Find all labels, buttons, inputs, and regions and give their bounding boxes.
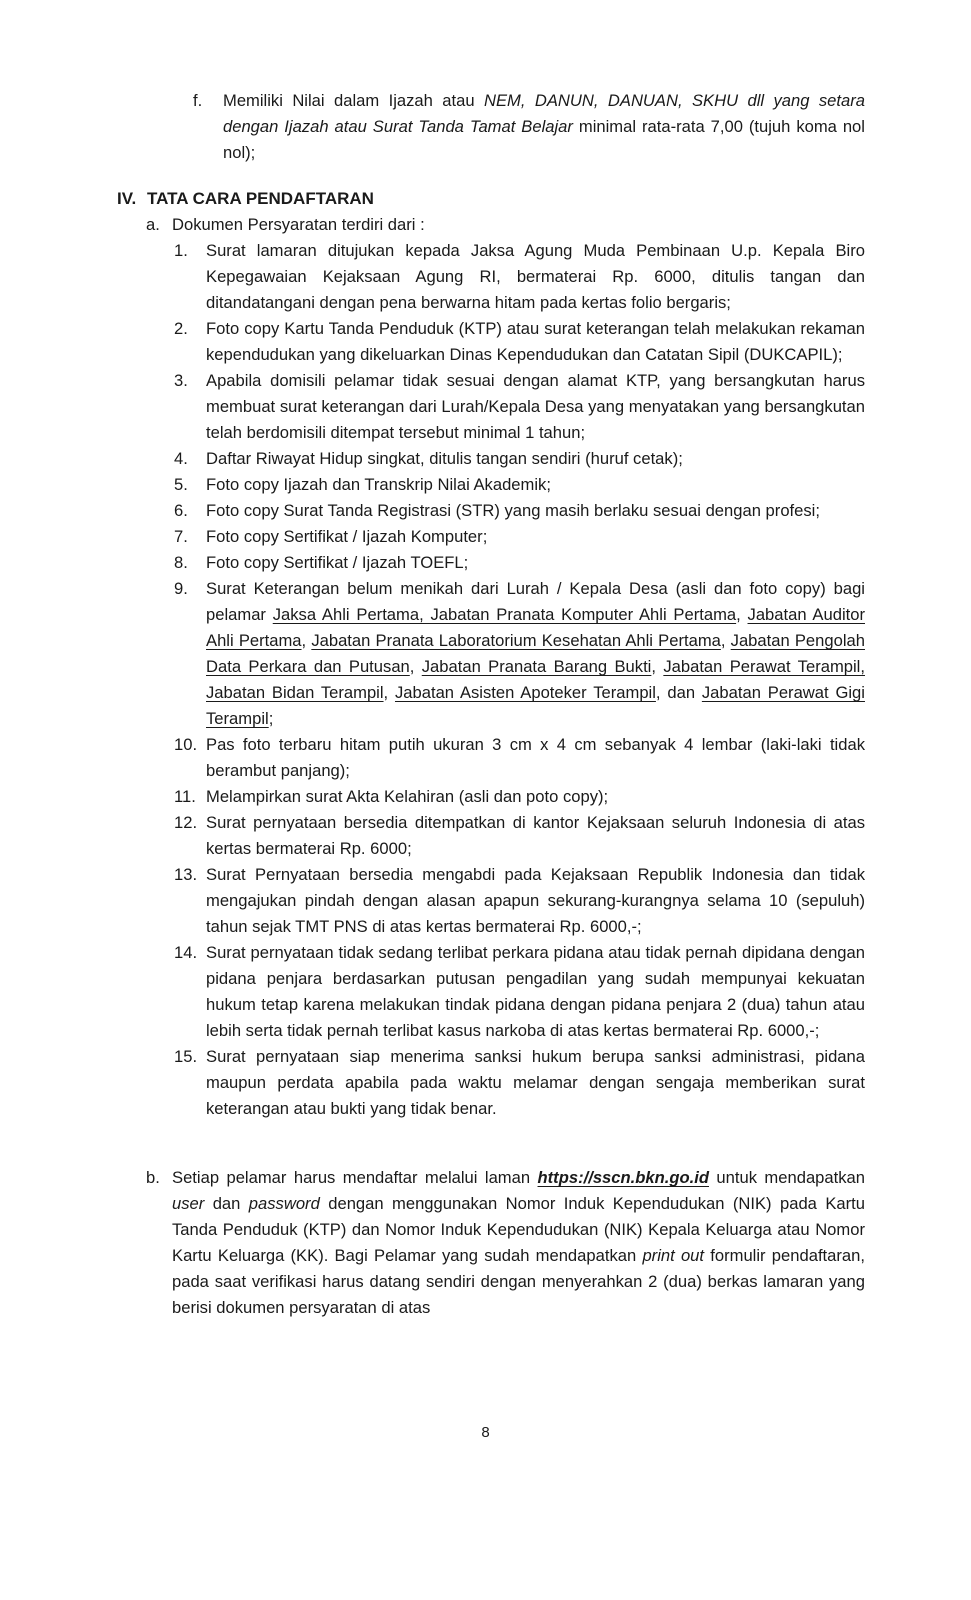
registration-link[interactable]: https://sscn.bkn.go.id [537,1168,709,1187]
text-part: ; [268,709,274,728]
item-text [223,88,865,166]
list-item [174,732,865,784]
underlined-position: Jabatan Auditor Ahli Pertama [206,605,865,650]
document-requirements-list [174,238,865,1122]
list-item [174,524,865,550]
list-number: 9. [174,579,188,598]
page-number: 8 [481,1424,490,1441]
text-part: Surat Keterangan belum menikah dari Lurah / Kepala Desa (asli dan foto copy) bagi pelamar [206,579,865,624]
subsection-a [146,212,425,238]
underlined-position: Jaksa Ahli Pertama, Jabatan Pranata Komputer Ahli Pertama [272,605,737,624]
subsection-text [172,1165,865,1321]
list-text: Surat lamaran ditujukan kepada Jaksa Agung Muda Pembinaan U.p. Kepala Biro Kepegawaian Kejaksaan Agung RI, bermaterai Rp. 6000, ditulis tangan dan ditandatangani dengan pena berwarna hitam pada kertas folio bergaris; [206,241,865,312]
list-text: Foto copy Sertifikat / Ijazah Komputer; [206,527,488,546]
section-number: IV. [117,189,137,208]
list-text: Surat Pernyataan bersedia mengabdi pada Kejaksaan Republik Indonesia dan tidak mengajukan pindah dengan alasan apapun sekurang-kurangnya selama 10 (sepuluh) tahun sejak TMT PNS di atas kertas bermaterai Rp. 6000,-; [206,865,865,936]
list-item [174,576,865,732]
text-part: , [301,631,312,650]
list-item [174,550,865,576]
list-item [174,472,865,498]
subsection-label: a. [146,215,160,234]
list-text: Pas foto terbaru hitam putih ukuran 3 cm x 4 cm sebanyak 4 lembar (laki-laki tidak berambut panjang); [206,735,865,780]
list-number: 14. [174,943,198,962]
list-item [174,810,865,862]
list-text: Foto copy Kartu Tanda Penduduk (KTP) atau surat keterangan telah melakukan rekaman kependudukan yang dikeluarkan Dinas Kependudukan dan Catatan Sipil (DUKCAPIL); [206,319,865,364]
list-number: 1. [174,241,188,260]
list-number: 11. [174,787,196,806]
list-number: 13. [174,865,198,884]
list-text: Foto copy Surat Tanda Registrasi (STR) yang masih berlaku sesuai dengan profesi; [206,501,820,520]
underlined-position: Jabatan Perawat Terampil, Jabatan Bidan Terampil [206,657,865,702]
list-item [174,784,865,810]
list-text: Surat pernyataan tidak sedang terlibat perkara pidana atau tidak pernah dipidana dengan pidana penjara berdasarkan putusan pengadilan yang sudah mempunyai kekuatan hukum tetap karena melakukan tindak pidana dengan pidana penjara 2 (dua) tahun atau lebih serta tidak pernah terlibat kasus narkoba di atas kertas bermaterai Rp. 6000,-; [206,943,865,1040]
list-number: 8. [174,553,188,572]
list-item [174,498,865,524]
item-text-part: Memiliki Nilai dalam Ijazah atau [223,91,484,110]
underlined-position: Jabatan Pranata Laboratorium Kesehatan Ahli Pertama [311,631,721,650]
list-item [174,940,865,1044]
list-text: Foto copy Sertifikat / Ijazah TOEFL; [206,553,469,572]
text-part: , dan [655,683,702,702]
text-part: , [409,657,422,676]
text-part: Setiap pelamar harus mendaftar melalui laman [172,1168,538,1187]
text-part: formulir pendaftaran, pada saat verifikasi harus datang sendiri dengan menyerahkan 2 (dua) berkas lamaran yang berisi dokumen persyaratan di atas [172,1246,865,1317]
list-text: Foto copy Ijazah dan Transkrip Nilai Akademik; [206,475,551,494]
list-text [206,576,865,732]
section-heading [117,186,374,212]
section-title: TATA CARA PENDAFTARAN [147,189,374,208]
list-number: 5. [174,475,188,494]
list-item [174,446,865,472]
list-item [174,316,865,368]
list-text: Melampirkan surat Akta Kelahiran (asli dan poto copy); [206,787,609,806]
list-text: Apabila domisili pelamar tidak sesuai dengan alamat KTP, yang bersangkutan harus membuat surat keterangan dari Lurah/Kepala Desa yang menyatakan yang bersangkutan telah berdomisili ditempat tersebut minimal 1 tahun; [206,371,865,442]
list-number: 2. [174,319,188,338]
text-part: untuk mendapatkan [709,1168,865,1187]
underlined-position: Jabatan Perawat Gigi Terampil [206,683,865,728]
text-part: , [736,605,748,624]
requirement-item-f [193,88,865,166]
list-number: 10. [174,735,198,754]
item-label: f. [193,91,203,110]
list-number: 3. [174,371,188,390]
text-part: , [720,631,731,650]
list-number: 6. [174,501,188,520]
text-part: dengan menggunakan Nomor Induk Kependudukan (NIK) pada Kartu Tanda Penduduk (KTP) dan Nomor Induk Kependudukan (NIK) Kepala Keluarga atau Nomor Kartu Keluarga (KK). Bagi Pelamar yang sudah mendapatkan [172,1194,865,1265]
list-item [174,368,865,446]
list-text: Daftar Riwayat Hidup singkat, ditulis tangan sendiri (huruf cetak); [206,449,683,468]
text-part: , [383,683,395,702]
item-text-part: minimal rata-rata 7,00 (tujuh koma nol nol); [223,117,865,162]
list-number: 4. [174,449,188,468]
text-part: , [651,657,664,676]
list-number: 7. [174,527,188,546]
subsection-label: b. [146,1168,160,1187]
list-number: 15. [174,1047,198,1066]
list-item [174,1044,865,1122]
list-text: Surat pernyataan bersedia ditempatkan di kantor Kejaksaan seluruh Indonesia di atas kertas bermaterai Rp. 6000; [206,813,865,858]
text-italic: user [172,1194,205,1213]
list-item [174,862,865,940]
underlined-position: Jabatan Asisten Apoteker Terampil [394,683,656,702]
underlined-position: Jabatan Pengolah Data Perkara dan Putusan [206,631,865,676]
subsection-b [146,1165,865,1321]
text-italic: password [248,1194,320,1213]
list-text: Surat pernyataan siap menerima sanksi hukum berupa sanksi administrasi, pidana maupun perdata apabila pada waktu melamar dengan sengaja memberikan surat keterangan atau bukti yang tidak benar. [206,1047,865,1118]
item-text-italic: NEM, DANUN, DANUAN, SKHU dll yang setara dengan Ijazah atau Surat Tanda Tamat Belajar [223,91,865,136]
text-italic: print out [642,1246,705,1265]
subsection-text: Dokumen Persyaratan terdiri dari : [172,215,425,234]
underlined-position: Jabatan Pranata Barang Bukti [421,657,652,676]
list-number: 12. [174,813,198,832]
list-item [174,238,865,316]
text-part: dan [204,1194,249,1213]
